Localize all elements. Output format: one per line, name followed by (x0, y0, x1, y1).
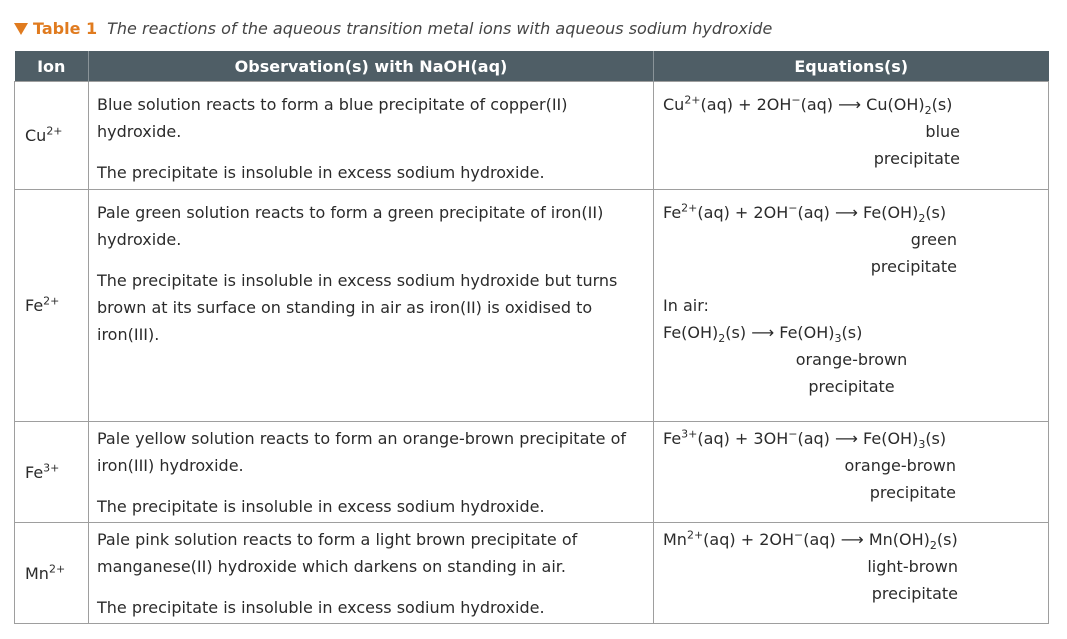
equation-line: $Fe^{3+}(aq) + 3OH^-(aq)$ ⟶ $Fe(OH)_3(s)$ (663, 427, 947, 452)
precipitate-note: green precipitate (870, 230, 957, 276)
observation-text: The precipitate is insoluble in excess sodium hydroxide. (97, 163, 545, 182)
table-row (15, 190, 1049, 422)
table-row (15, 422, 1049, 523)
precipitate-note: orange-brown precipitate (795, 350, 908, 396)
precipitate-note: blue precipitate (873, 122, 960, 168)
observation-text: Pale yellow solution reacts to form an orange-brown precipitate of iron(III) hydroxide. (97, 429, 626, 475)
reactions-table (14, 51, 1049, 624)
observation-text: Blue solution reacts to form a blue precipitate of copper(II) hydroxide. (97, 95, 568, 141)
observation-cell (89, 190, 654, 422)
observation-text: The precipitate is insoluble in excess sodium hydroxide. (97, 598, 545, 617)
table-header-row (15, 51, 1049, 82)
equation-cell (654, 422, 1049, 523)
equation-cell (654, 190, 1049, 422)
precipitate-note: orange-brown precipitate (844, 456, 956, 502)
header-observation: Observation(s) with NaOH(aq) (89, 51, 654, 82)
equation-line: $Fe(OH)_2(s)$ ⟶ $Fe(OH)_3(s)$ (663, 323, 863, 346)
observation-text: The precipitate is insoluble in excess sodium hydroxide. (97, 497, 545, 516)
table-row (15, 523, 1049, 624)
observation-text: The precipitate is insoluble in excess sodium hydroxide but turns brown at its surface on standing in air as iron(II) is oxidised to iron(III). (97, 271, 618, 344)
observation-cell (89, 523, 654, 624)
triangle-marker-icon (14, 23, 28, 35)
table-number: Table 1 (33, 19, 98, 38)
precipitate-note: light-brown precipitate (867, 557, 958, 603)
table-row (15, 82, 1049, 190)
ion-cell: $Mn^{2+}$ (15, 523, 89, 624)
observation-text: Pale pink solution reacts to form a light brown precipitate of manganese(II) hydroxide which darkens on standing in air. (97, 530, 578, 576)
ion-cell: $Fe^{3+}$ (15, 422, 89, 523)
equation-line: $Cu^{2+}(aq) + 2OH^-(aq)$ ⟶ $Cu(OH)_2(s)$ (663, 93, 953, 118)
equation-line: $Mn^{2+}(aq) + 2OH^-(aq)$ ⟶ $Mn(OH)_2(s)$ (663, 528, 958, 553)
observation-text: Pale green solution reacts to form a green precipitate of iron(II) hydroxide. (97, 203, 604, 249)
header-ion: Ion (15, 51, 89, 82)
ion-cell: $Cu^{2+}$ (15, 82, 89, 190)
observation-cell (89, 82, 654, 190)
in-air-label: In air: (663, 296, 709, 315)
table-caption (14, 19, 772, 38)
observation-cell (89, 422, 654, 523)
equation-line: $Fe^{2+}(aq) + 2OH^-(aq)$ ⟶ $Fe(OH)_2(s)$ (663, 201, 947, 226)
header-equations: Equations(s) (654, 51, 1049, 82)
equation-cell (654, 523, 1049, 624)
table-title: The reactions of the aqueous transition metal ions with aqueous sodium hydroxide (107, 19, 773, 38)
equation-cell (654, 82, 1049, 190)
ion-cell: $Fe^{2+}$ (15, 190, 89, 422)
